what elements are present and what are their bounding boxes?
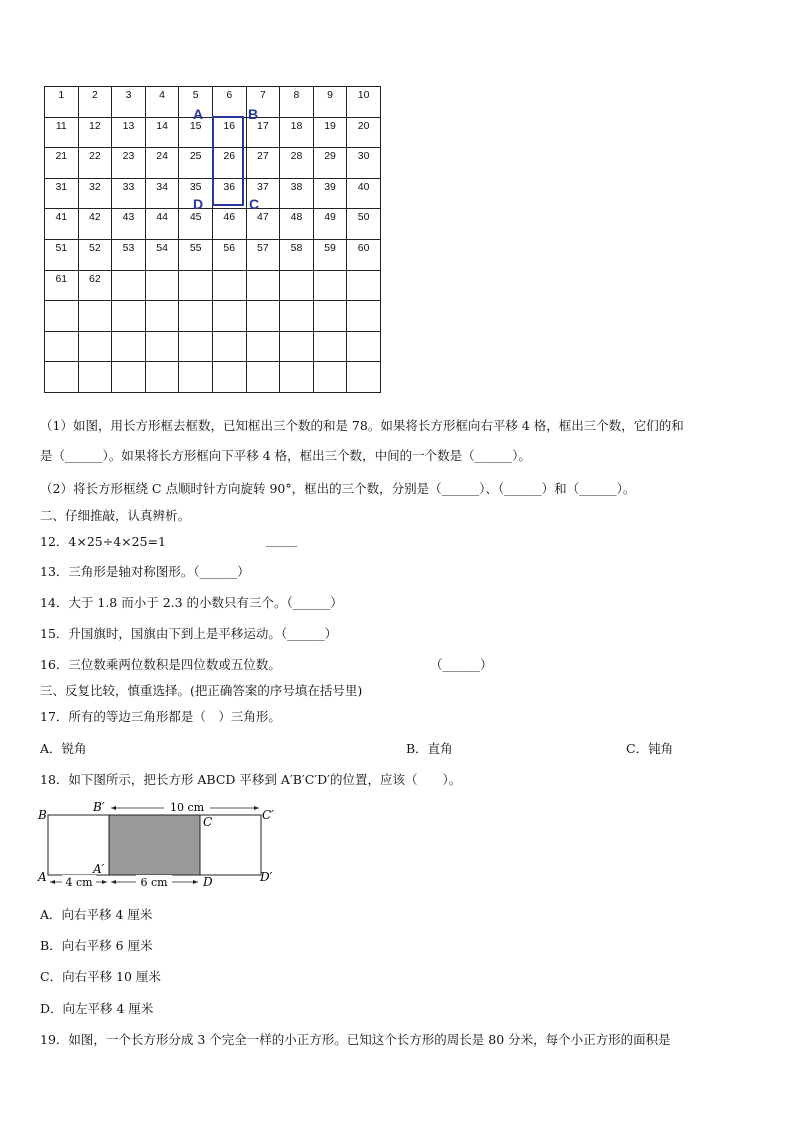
translation-figure <box>34 798 284 898</box>
dimension-mid: 6 cm <box>140 876 168 889</box>
grid-cell: 9 <box>313 87 347 118</box>
grid-cell <box>145 331 179 362</box>
grid-cell <box>246 270 280 301</box>
grid-cell: 22 <box>78 148 112 179</box>
question-16-blank: （______） <box>430 657 493 672</box>
grid-cell: 25 <box>179 148 213 179</box>
grid-cell: 48 <box>280 209 314 240</box>
grid-cell: 19 <box>313 117 347 148</box>
dimension-top: 10 cm <box>169 801 205 814</box>
grid-cell: 42 <box>78 209 112 240</box>
grid-cell: 16 <box>212 117 246 148</box>
grid-cell: 37 <box>246 178 280 209</box>
label-a-prime: A′ <box>93 862 105 876</box>
grid-cell: 23 <box>112 148 146 179</box>
grid-cell: 51 <box>45 239 79 270</box>
grid-cell: 12 <box>78 117 112 148</box>
question-15: 15．升国旗时，国旗由下到上是平移运动。（______） <box>40 626 338 641</box>
grid-cell: 28 <box>280 148 314 179</box>
grid-cell <box>280 331 314 362</box>
grid-cell: 35 <box>179 178 213 209</box>
grid-row <box>45 209 381 240</box>
grid-cell: 33 <box>112 178 146 209</box>
grid-cell <box>179 270 213 301</box>
question-16: 16．三位数乘两位数积是四位数或五位数。 <box>40 657 281 672</box>
shaded-overlap <box>109 815 200 875</box>
label-d: D <box>203 875 213 889</box>
grid-cell <box>280 301 314 332</box>
question-18-option-b: B．向右平移 6 厘米 <box>40 938 153 953</box>
grid-cell: 34 <box>145 178 179 209</box>
grid-cell <box>78 301 112 332</box>
grid-cell <box>112 331 146 362</box>
corner-label-a: A <box>193 106 204 122</box>
grid-cell: 39 <box>313 178 347 209</box>
grid-cell <box>212 301 246 332</box>
grid-cell: 56 <box>212 239 246 270</box>
grid-row <box>45 87 381 118</box>
question-14: 14．大于 1.8 而小于 2.3 的小数只有三个。（______） <box>40 595 343 610</box>
grid-cell: 30 <box>347 148 381 179</box>
grid-cell: 41 <box>45 209 79 240</box>
section-3-heading: 三、反复比较，慎重选择。(把正确答案的序号填在括号里) <box>40 683 363 698</box>
question-17-option-b: B．直角 <box>406 741 453 756</box>
grid-cell: 61 <box>45 270 79 301</box>
grid-cell: 40 <box>347 178 381 209</box>
grid-cell: 26 <box>212 148 246 179</box>
grid-cell: 54 <box>145 239 179 270</box>
grid-cell: 15 <box>179 117 213 148</box>
grid-cell: 20 <box>347 117 381 148</box>
question-18: 18．如下图所示，把长方形 ABCD 平移到 A′B′C′D′的位置，应该（ ）。 <box>40 772 462 787</box>
grid-cell: 50 <box>347 209 381 240</box>
grid-cell: 24 <box>145 148 179 179</box>
grid-cell <box>212 270 246 301</box>
grid-cell <box>179 362 213 393</box>
question-18-option-c: C．向右平移 10 厘米 <box>40 969 161 984</box>
grid-cell <box>45 301 79 332</box>
grid-cell <box>347 362 381 393</box>
grid-cell <box>313 270 347 301</box>
grid-cell <box>45 362 79 393</box>
grid-cell <box>112 362 146 393</box>
grid-cell: 52 <box>78 239 112 270</box>
grid-cell <box>347 331 381 362</box>
corner-label-c: C <box>249 196 260 212</box>
grid-cell <box>145 301 179 332</box>
grid-cell <box>78 362 112 393</box>
grid-cell <box>313 301 347 332</box>
grid-cell <box>347 270 381 301</box>
grid-cell: 57 <box>246 239 280 270</box>
grid-row <box>45 270 381 301</box>
grid-cell <box>212 362 246 393</box>
grid-cell: 10 <box>347 87 381 118</box>
grid-cell: 18 <box>280 117 314 148</box>
grid-row <box>45 239 381 270</box>
grid-cell: 31 <box>45 178 79 209</box>
grid-cell <box>347 301 381 332</box>
grid-cell: 13 <box>112 117 146 148</box>
grid-cell: 55 <box>179 239 213 270</box>
grid-cell: 36 <box>212 178 246 209</box>
question-2: （2）将长方形框绕 C 点顺时针方向旋转 90°，框出的三个数，分别是（______）、（______）和（______）。 <box>40 481 636 496</box>
grid-cell <box>280 362 314 393</box>
question-17-option-a: A．锐角 <box>40 741 87 756</box>
grid-cell: 3 <box>112 87 146 118</box>
label-b: B <box>38 808 47 822</box>
grid-cell: 60 <box>347 239 381 270</box>
grid-cell: 4 <box>145 87 179 118</box>
label-c: C <box>203 815 213 829</box>
grid-cell <box>45 331 79 362</box>
corner-label-d: D <box>193 196 204 212</box>
corner-label-b: B <box>248 106 259 122</box>
label-c-prime: C′ <box>262 808 274 822</box>
grid-cell: 44 <box>145 209 179 240</box>
grid-row <box>45 331 381 362</box>
label-b-prime: B′ <box>93 800 105 814</box>
grid-cell: 53 <box>112 239 146 270</box>
dimension-left: 4 cm <box>65 876 93 889</box>
grid-cell: 27 <box>246 148 280 179</box>
grid-cell: 46 <box>212 209 246 240</box>
grid-cell: 32 <box>78 178 112 209</box>
grid-cell: 43 <box>112 209 146 240</box>
grid-cell: 45 <box>179 209 213 240</box>
grid-cell: 5 <box>179 87 213 118</box>
grid-cell: 7 <box>246 87 280 118</box>
grid-cell: 58 <box>280 239 314 270</box>
grid-cell <box>179 301 213 332</box>
question-18-option-d: D．向左平移 4 厘米 <box>40 1001 154 1016</box>
grid-cell <box>145 270 179 301</box>
grid-cell: 21 <box>45 148 79 179</box>
question-12-blank: _____ <box>266 532 298 547</box>
grid-cell <box>112 270 146 301</box>
grid-cell <box>212 331 246 362</box>
grid-cell: 29 <box>313 148 347 179</box>
question-19: 19．如图，一个长方形分成 3 个完全一样的小正方形。已知这个长方形的周长是 80 分米，每个小正方形的面积是 <box>40 1032 671 1047</box>
grid-row <box>45 362 381 393</box>
grid-cell <box>280 270 314 301</box>
grid-cell: 62 <box>78 270 112 301</box>
grid-cell: 11 <box>45 117 79 148</box>
question-18-option-a: A．向右平移 4 厘米 <box>40 907 153 922</box>
grid-cell <box>78 331 112 362</box>
grid-cell: 6 <box>212 87 246 118</box>
grid-cell: 59 <box>313 239 347 270</box>
label-a: A <box>38 870 47 884</box>
label-d-prime: D′ <box>260 870 273 884</box>
question-1-part2: 是（______）。如果将长方形框向下平移 4 格，框出三个数，中间的一个数是（______）。 <box>40 448 531 463</box>
question-17-option-c: C．钝角 <box>626 741 674 756</box>
grid-cell <box>179 331 213 362</box>
grid-cell: 38 <box>280 178 314 209</box>
grid-cell <box>246 301 280 332</box>
grid-cell: 8 <box>280 87 314 118</box>
rectangle-frame <box>212 116 244 206</box>
grid-cell <box>246 331 280 362</box>
question-12: 12．4×25÷4×25=1 <box>40 534 166 549</box>
grid-cell: 47 <box>246 209 280 240</box>
question-1-part1: （1）如图，用长方形框去框数，已知框出三个数的和是 78。如果将长方形框向右平移 4 格，框出三个数，它们的和 <box>40 418 684 433</box>
grid-cell: 2 <box>78 87 112 118</box>
grid-cell <box>246 362 280 393</box>
grid-cell: 49 <box>313 209 347 240</box>
grid-cell: 17 <box>246 117 280 148</box>
grid-cell <box>145 362 179 393</box>
question-17: 17．所有的等边三角形都是（ ）三角形。 <box>40 709 281 724</box>
grid-cell: 1 <box>45 87 79 118</box>
grid-row <box>45 301 381 332</box>
grid-cell <box>112 301 146 332</box>
grid-cell: 14 <box>145 117 179 148</box>
grid-cell <box>313 362 347 393</box>
section-2-heading: 二、仔细推敲，认真辨析。 <box>40 508 191 523</box>
question-13: 13．三角形是轴对称图形。（______） <box>40 564 250 579</box>
grid-cell <box>313 331 347 362</box>
